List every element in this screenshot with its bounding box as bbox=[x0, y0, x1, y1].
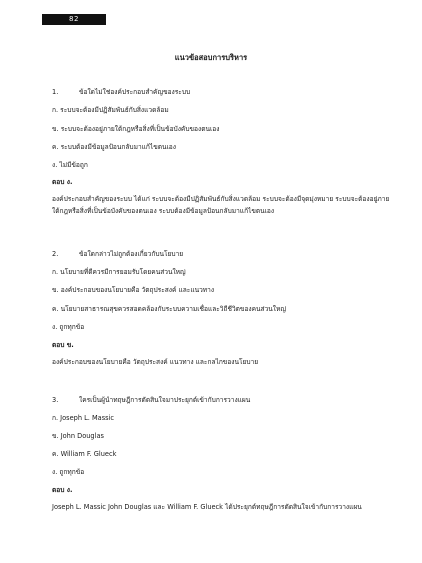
question-2-option-a: ก. นโยบายที่ดีควรมีการยอมรับโดยคนส่วนใหญ่ bbox=[52, 268, 186, 276]
question-3-text: ใครเป็นผู้นำทฤษฎีการตัดสินใจมาประยุกต์เข้ากับการวางแผน bbox=[79, 396, 251, 404]
question-1-option-a: ก. ระบบจะต้องมีปฏิสัมพันธ์กับสิ่งแวดล้อม bbox=[52, 106, 169, 114]
page-number: 82 bbox=[69, 15, 79, 23]
question-1-text: ข้อใดไม่ใช่องค์ประกอบสำคัญของระบบ bbox=[79, 88, 191, 96]
page-number-bar bbox=[42, 14, 106, 25]
question-3-option-b: ข. John Douglas bbox=[52, 432, 104, 440]
question-3-option-d: ง. ถูกทุกข้อ bbox=[52, 468, 85, 476]
question-2-text: ข้อใดกล่าวไม่ถูกต้องเกี่ยวกับนโยบาย bbox=[79, 250, 184, 258]
question-3-option-a: ก. Joseph L. Massic bbox=[52, 414, 115, 422]
question-1-answer: ตอบ ง. bbox=[52, 178, 73, 186]
question-2-option-c: ค. นโยบายสาธารณสุขควรสอดคล้องกับระบบความเชื่อและวิถีชีวิตของคนส่วนใหญ่ bbox=[52, 305, 286, 313]
question-1-option-b: ข. ระบบจะต้องอยู่ภายใต้กฎหรือสิ่งที่เป็นข้อบังคับของตนเอง bbox=[52, 125, 220, 133]
question-2-option-b: ข. องค์ประกอบของนโยบายคือ วัตถุประสงค์ และแนวทาง bbox=[52, 286, 215, 294]
question-3-option-c: ค. William F. Glueck bbox=[52, 450, 117, 458]
question-1-explanation: องค์ประกอบสำคัญของระบบ ได้แก่ ระบบจะต้องมีปฏิสัมพันธ์กับสิ่งแวดล้อม ระบบจะต้องมีจุดมุ่งหมาย ระบบจะต้องอยู่ภายใต้กฎหรือสิ่งที่เป็นข้อบังคับของตนเอง ระบบต้องมีข้อมูลป้อนกลับมาแก้ไขตนเอง bbox=[52, 195, 390, 215]
question-3-answer: ตอบ ง. bbox=[52, 486, 73, 494]
question-1-option-d: ง. ไม่มีข้อถูก bbox=[52, 161, 88, 169]
question-2-explanation: องค์ประกอบของนโยบายคือ วัตถุประสงค์ แนวทาง และกลไกของนโยบาย bbox=[52, 358, 259, 366]
question-2-number: 2. bbox=[52, 250, 59, 258]
question-3-number: 3. bbox=[52, 396, 59, 404]
question-1-option-c: ค. ระบบต้องมีข้อมูลป้อนกลับมาแก้ไขตนเอง bbox=[52, 143, 176, 151]
question-2-answer: ตอบ ข. bbox=[52, 341, 74, 349]
question-3-explanation: Joseph L. Massic John Douglas และ William F. Glueck ได้ประยุกต์ทฤษฎีการตัดสินใจเข้ากับการวางแผน bbox=[52, 503, 362, 511]
document-title: แนวข้อสอบการบริหาร bbox=[174, 53, 248, 62]
question-1-number: 1. bbox=[52, 88, 59, 96]
question-2-option-d: ง. ถูกทุกข้อ bbox=[52, 323, 85, 331]
